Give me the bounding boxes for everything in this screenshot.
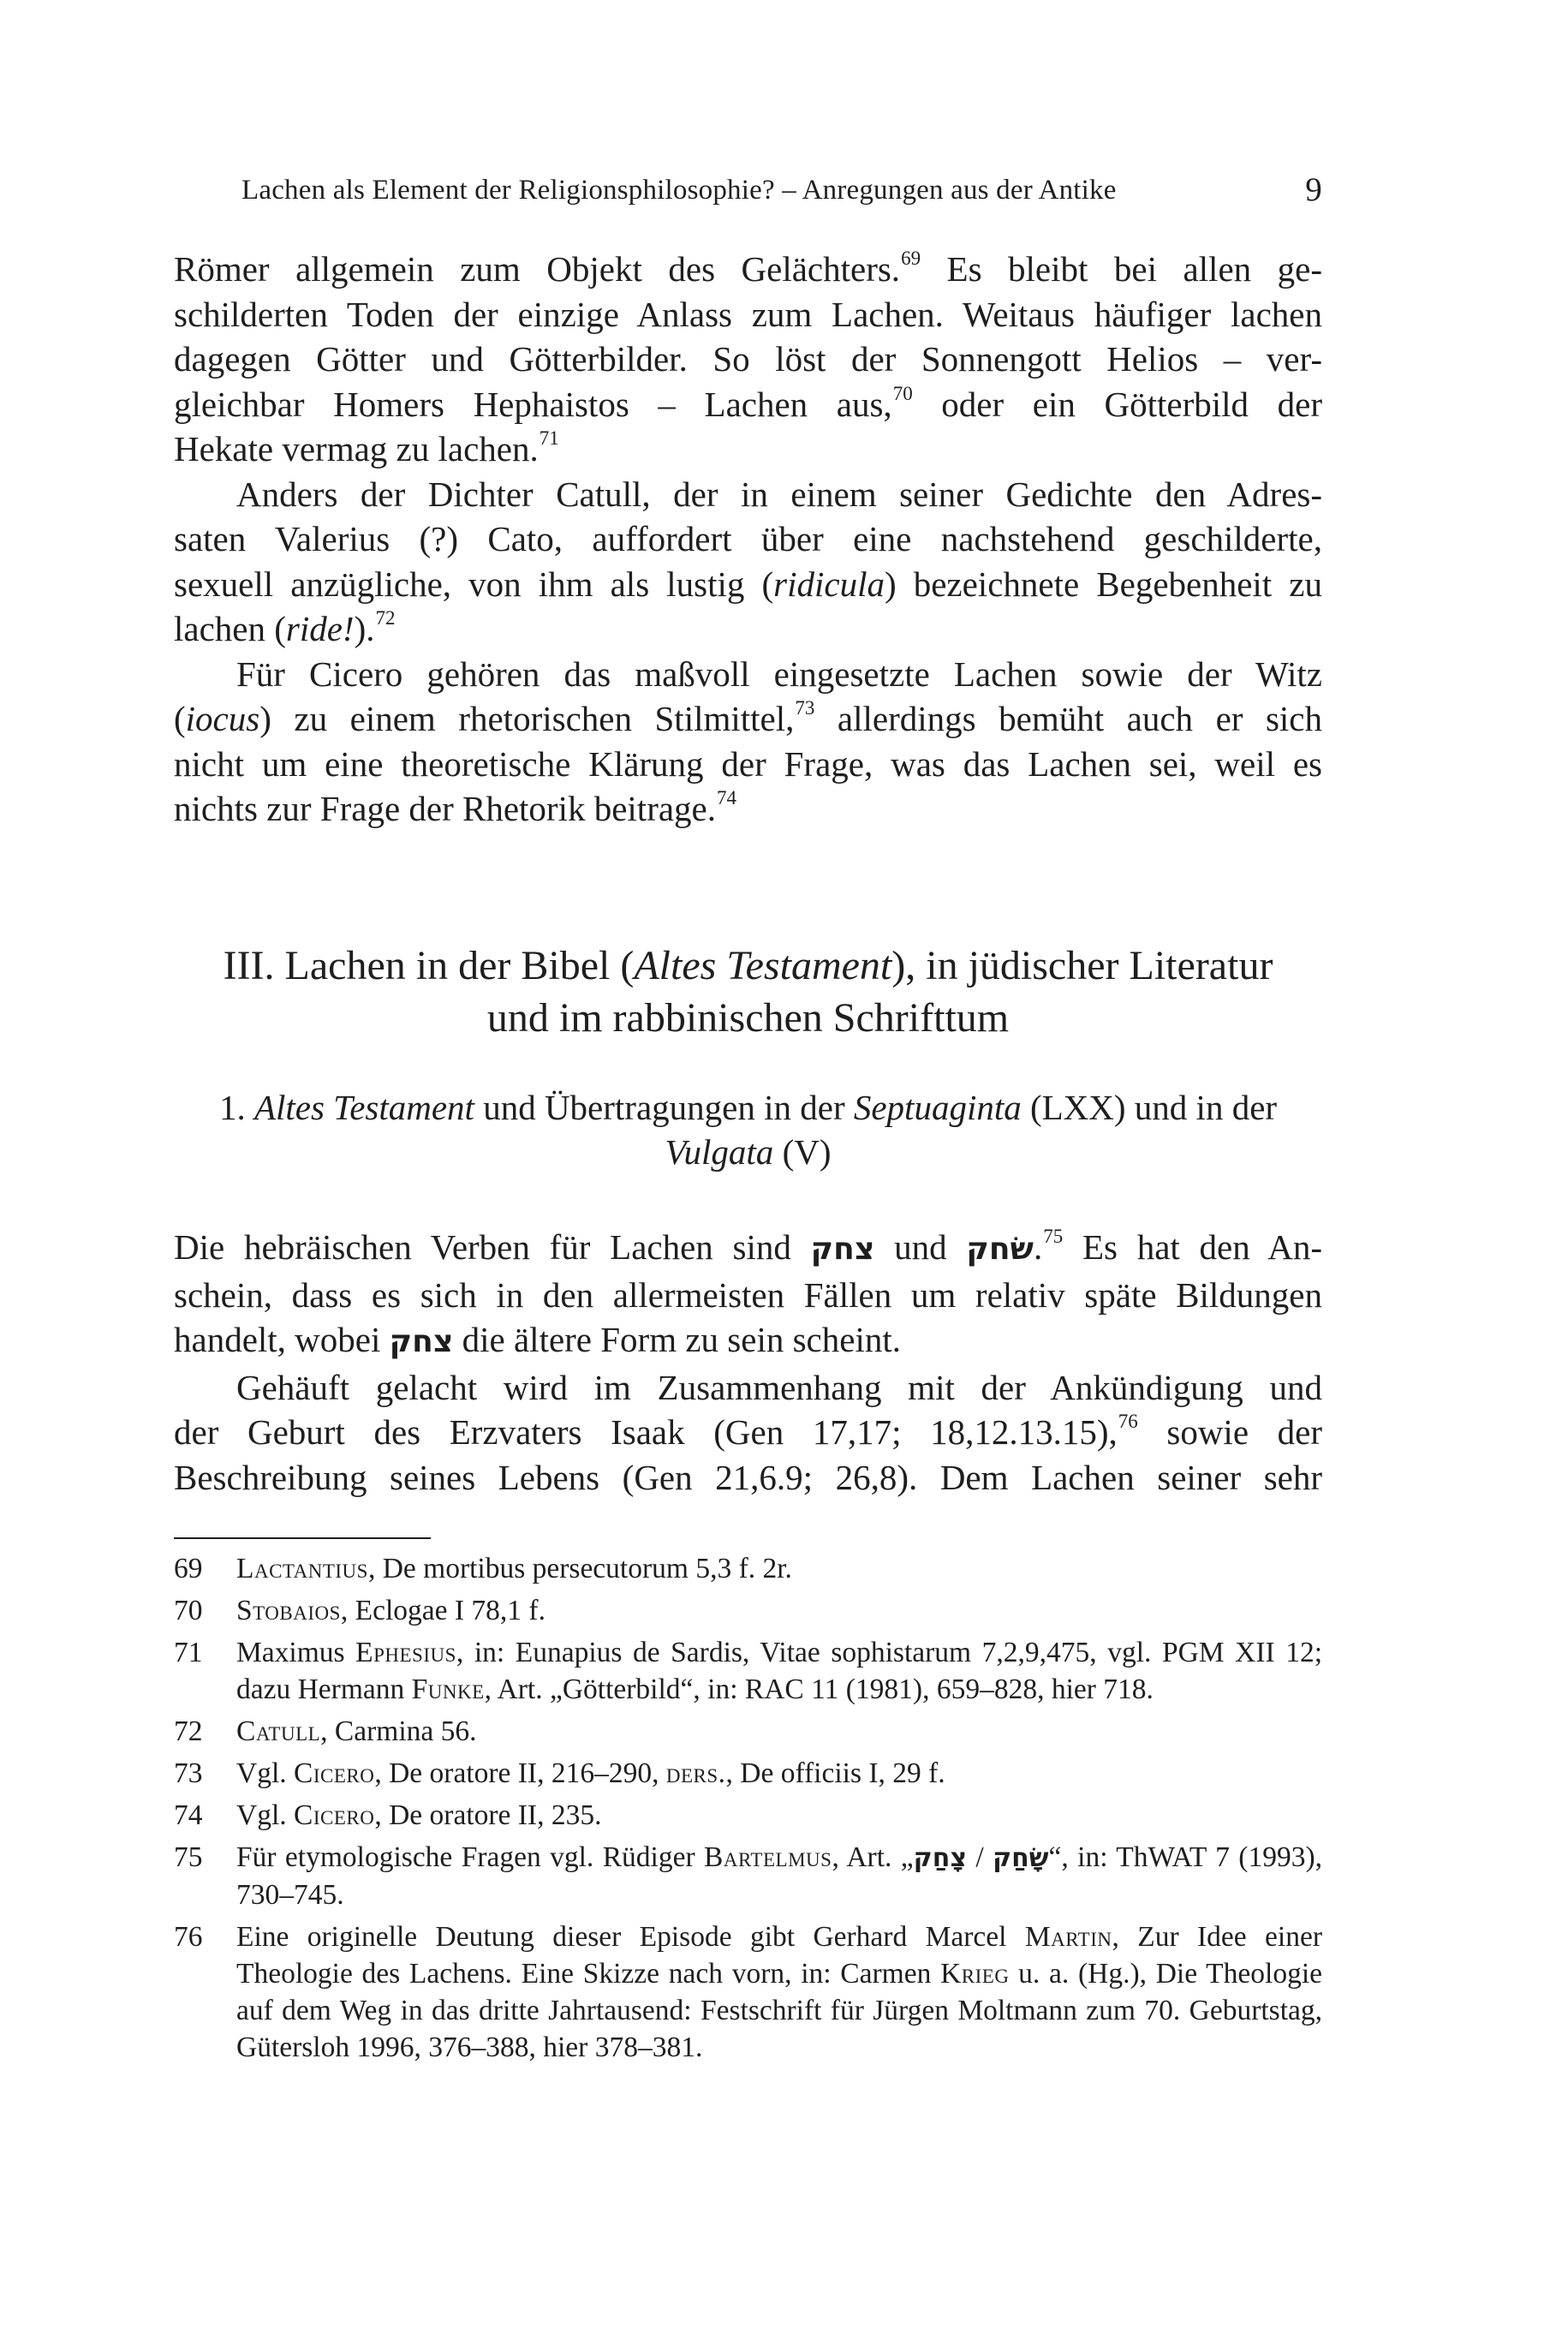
footnote-number: 73 [174,1757,203,1789]
text-line: nicht um eine theoretische Klärung der Frage, was das Lachen sei, weil es [174,743,1322,784]
footnote-number: 74 [174,1799,203,1831]
paragraph-roemer [174,247,1322,472]
footnote-number: 70 [174,1595,203,1626]
footnote-70: 70 Stobaios, Eclogae I 78,1 f. [174,1592,1322,1629]
text-line: nichts zur Frage der Rhetorik beitrage.$^{74}$ [174,787,736,828]
paragraph-isaak [174,1365,1322,1501]
text-line: gleichbar Homers Hephaistos – Lachen aus,$^{70}$ oder ein Götterbild der [174,382,1322,424]
hebrew-word: צחק [389,1324,454,1359]
footnote-ref-72: 72 [375,607,396,629]
text-line: lachen (ride!).$^{72}$ [174,607,396,648]
section-heading [174,940,1322,1044]
paragraph-hebrew-verbs [174,1225,1322,1365]
hebrew-word: צחק [810,1232,875,1267]
footnote-number: 69 [174,1553,203,1584]
section-heading-line-2: und im rabbinischen Schrifttum [486,995,1010,1041]
paragraph-cicero [174,652,1322,832]
footnote-ref-75: 75 [1043,1226,1064,1247]
footnotes [174,1550,1322,2071]
footnote-69: 69 Lactantius, De mortibus persecutorum 5,3 f. 2r. [174,1550,1322,1587]
text-line: Beschreibung seines Lebens (Gen 21,6.9; 26,8). Dem Lachen seiner sehr [174,1457,1322,1497]
text-line: Hekate vermag zu lachen.$^{71}$ [174,427,559,468]
text-line: (iocus) zu einem rhetorischen Stilmittel,$^{73}$ allerdings bemüht auch er sich [174,697,1323,738]
text-line: Für Cicero gehören das maßvoll eingesetzte Lachen sowie der Witz [236,653,1322,694]
subsection-heading-line-2: Vulgata (V) [665,1132,832,1172]
text-line: Anders der Dichter Catull, der in einem seiner Gedichte den Adres- [236,474,1322,514]
footnote-74: 74 Vgl. Cicero, De oratore II, 235. [174,1797,1322,1834]
footnote-ref-76: 76 [1118,1411,1138,1432]
text-line: der Geburt des Erzvaters Isaak (Gen 17,17; 18,12.13.15),$^{76}$ sowie der [174,1411,1322,1452]
footnote-ref-71: 71 [539,427,559,449]
text-line: Gehäuft gelacht wird im Zusammenhang mit der Ankündigung und [236,1367,1322,1407]
paragraph-catull [174,472,1322,652]
footnote-71: 71 Maximus Ephesius, in: Eunapius de Sardis, Vitae sophistarum 7,2,9,475, vgl. PGM XII 12; dazu Hermann Funke, Art. „Götterbild“, in: RAC 11 (1981), 659–828, hier 718. [174,1634,1322,1708]
footnote-ref-70: 70 [892,382,913,404]
subsection-heading-line-1: 1. Altes Testament und Übertragungen in der Septuaginta (LXX) und in der [218,1088,1278,1127]
subsection-heading [174,1085,1322,1174]
footnote-75: 75 Für etymologische Fragen vgl. Rüdiger Bartelmus, Art. „צָחַק / שָׂחַק“, in: ThWAT 7 (1993), 730–745. [174,1839,1322,1913]
footnote-number: 72 [174,1715,203,1747]
body-text-block-1 [174,247,1322,832]
text-line: handelt, wobei צחק die ältere Form zu sein scheint. [174,1320,901,1359]
text-line: Römer allgemein zum Objekt des Gelächters.$^{69}$ Es bleibt bei allen ge- [174,248,1322,289]
footnote-ref-74: 74 [717,787,736,808]
hebrew-word: צָחַק [913,1843,967,1873]
footnote-number: 76 [174,1921,203,1953]
hebrew-word: שָׂחַק [993,1843,1049,1873]
footnote-number: 75 [174,1841,203,1873]
text-line: schilderten Toden der einzige Anlass zum Lachen. Weitaus häufiger lachen [174,294,1322,334]
text-line: sexuell anzügliche, von ihm als lustig (ridicula) bezeichnete Begebenheit zu [174,564,1322,604]
body-text-block-2 [174,1225,1322,1500]
hebrew-word: שׂחק [966,1232,1034,1267]
running-head-title: Lachen als Element der Religionsphilosophie? – Anregungen aus der Antike [241,175,1117,206]
footnote-76: 76 Eine originelle Deutung dieser Episode gibt Gerhard Marcel Martin, Zur Idee einer Theologie des Lachens. Eine Skizze nach vorn, in: Carmen Krieg u. a. (Hg.), Die Theologie auf dem Weg in das dritte Jahrtausend: Festschrift für Jürgen Moltmann zum 70. Geburtstag, Gütersloh 1996, 376–388, hier 378–381. [174,1918,1322,2066]
page-number: 9 [1305,171,1322,208]
footnote-separator [174,1537,431,1539]
running-head [241,168,1322,212]
footnote-73: 73 Vgl. Cicero, De oratore II, 216–290, ders., De officiis I, 29 f. [174,1755,1322,1792]
text-line: schein, dass es sich in den allermeisten Fällen um relativ späte Bildungen [174,1274,1322,1315]
footnote-number: 71 [174,1637,203,1668]
section-heading-line-1: III. Lachen in der Bibel (Altes Testament), in jüdischer Literatur [223,943,1273,988]
footnote-ref-73: 73 [795,697,815,719]
text-line: dagegen Götter und Götterbilder. So löst der Sonnengott Helios – ver- [174,339,1322,379]
footnote-72: 72 Catull, Carmina 56. [174,1713,1322,1750]
text-line: saten Valerius (?) Cato, auffordert über eine nachstehend geschilderte, [174,519,1322,558]
text-line: Die hebräischen Verben für Lachen sind צחק und שׂחק.$^{75}$ Es hat den An- [174,1226,1322,1267]
footnote-ref-69: 69 [901,248,921,269]
